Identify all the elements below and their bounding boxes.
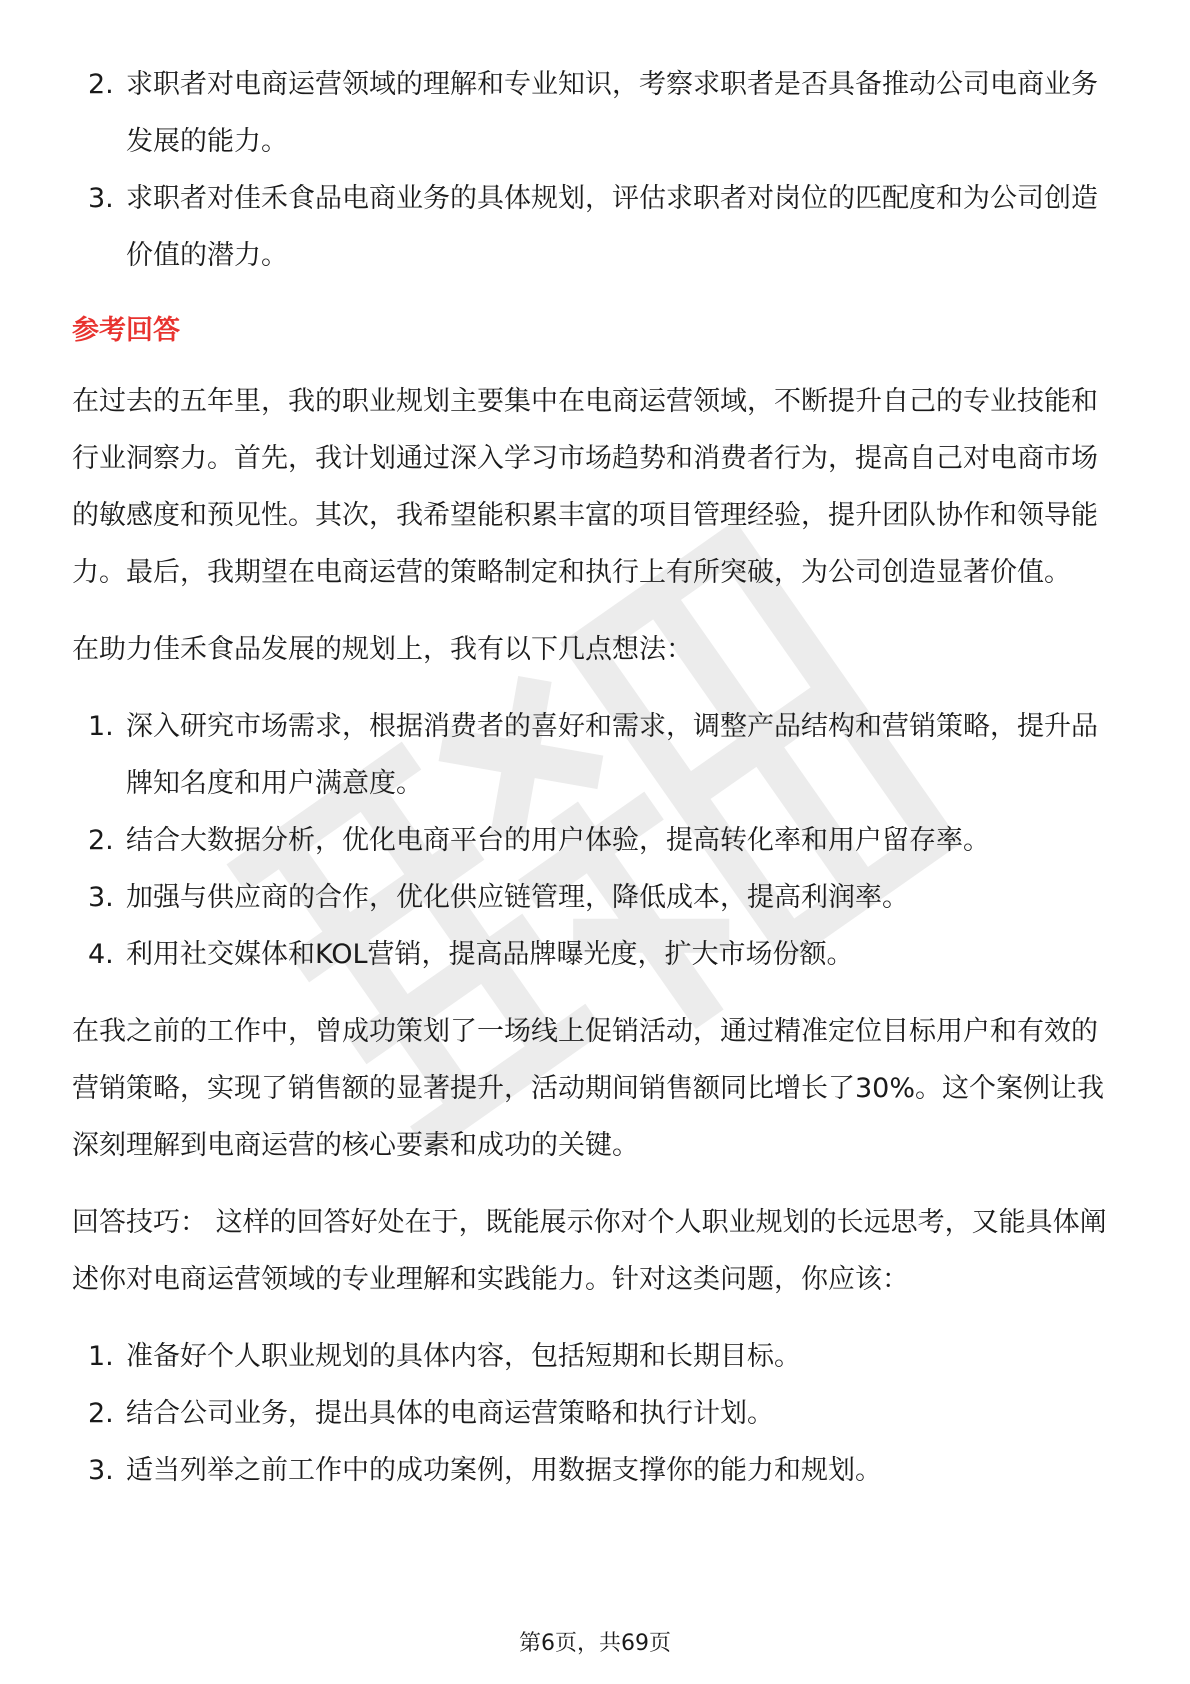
list-text: 结合大数据分析，优化电商平台的用户体验，提高转化率和用户留存率。 (126, 825, 990, 856)
ideas-list (72, 698, 1122, 983)
list-item (72, 56, 1122, 170)
page-number-footer: 第6页，共69页 (519, 1631, 671, 1656)
list-item (72, 170, 1122, 284)
list-text: 求职者对佳禾食品电商业务的具体规划，评估求职者对岗位的匹配度和为公司创造价值的潜力。 (126, 183, 1098, 271)
list-text: 准备好个人职业规划的具体内容，包括短期和长期目标。 (126, 1341, 801, 1372)
list-number: 2. (88, 825, 114, 856)
list-item (72, 1328, 1122, 1385)
answer-paragraph-2: 在助力佳禾食品发展的规划上，我有以下几点想法： (72, 634, 693, 665)
list-item (72, 698, 1122, 812)
list-number: 1. (88, 1341, 114, 1372)
answer-paragraph-1: 在过去的五年里，我的职业规划主要集中在电商运营领域，不断提升自己的专业技能和行业洞察力。首先，我计划通过深入学习市场趋势和消费者行为，提高自己对电商市场的敏感度和预见性。其次，我希望能积累丰富的项目管理经验，提升团队协作和领导能力。最后，我期望在电商运营的策略制定和执行上有所突破，为公司创造显著价值。 (72, 386, 1098, 588)
list-text: 求职者对电商运营领域的理解和专业知识，考察求职者是否具备推动公司电商业务发展的能力。 (126, 69, 1098, 157)
list-number: 3. (88, 882, 114, 913)
list-number: 4. (88, 939, 114, 970)
section-heading: 参考回答 (72, 315, 180, 346)
list-item (72, 1385, 1122, 1442)
answer-paragraph-3: 在我之前的工作中，曾成功策划了一场线上促销活动，通过精准定位目标用户和有效的营销策略，实现了销售额的显著提升，活动期间销售额同比增长了30%。这个案例让我深刻理解到电商运营的核心要素和成功的关键。 (72, 1016, 1105, 1161)
list-text: 深入研究市场需求，根据消费者的喜好和需求，调整产品结构和营销策略，提升品牌知名度和用户满意度。 (126, 711, 1098, 799)
list-item (72, 1442, 1122, 1499)
tips-list (72, 1328, 1122, 1499)
top-criteria-list (72, 56, 1122, 284)
list-number: 2. (88, 1398, 114, 1429)
list-text: 加强与供应商的合作，优化供应链管理，降低成本，提高利润率。 (126, 882, 909, 913)
document-content (72, 56, 1122, 1499)
list-number: 1. (88, 711, 114, 742)
list-number: 3. (88, 1455, 114, 1486)
list-item (72, 812, 1122, 869)
list-item (72, 926, 1122, 983)
list-text: 利用社交媒体和KOL营销，提高品牌曝光度，扩大市场份额。 (126, 939, 854, 970)
answer-tips-paragraph: 回答技巧： 这样的回答好处在于，既能展示你对个人职业规划的长远思考，又能具体阐述你对电商运营领域的专业理解和实践能力。针对这类问题，你应该： (72, 1207, 1107, 1295)
list-text: 适当列举之前工作中的成功案例，用数据支撑你的能力和规划。 (126, 1455, 882, 1486)
list-number: 3. (88, 183, 114, 214)
list-number: 2. (88, 69, 114, 100)
list-item (72, 869, 1122, 926)
list-text: 结合公司业务，提出具体的电商运营策略和执行计划。 (126, 1398, 774, 1429)
